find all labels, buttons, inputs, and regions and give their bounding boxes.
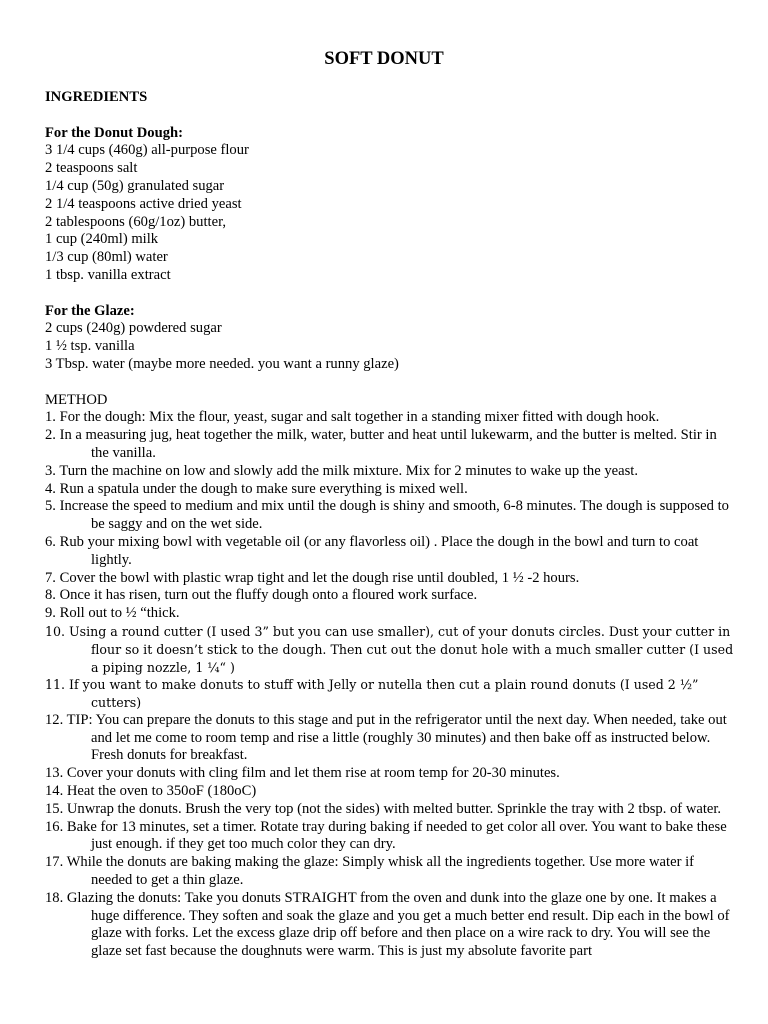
- ingredients-heading: INGREDIENTS: [45, 89, 148, 105]
- method-step: 16. Bake for 13 minutes, set a timer. Rotate tray during baking if needed to get color all over. You want to bake these just enough. if they get too much color they can dry.: [45, 818, 727, 853]
- method-step: 10. Using a round cutter (I used 3” but you can use smaller), cut of your donuts circles. Dust your cutter in flour so it doesn’t stick to the dough. Then cut out the donut hole with a much smaller cutter (I used a piping nozzle, 1 ¼“ ): [45, 623, 734, 675]
- ingredient-item: 2 tablespoons (60g/1oz) butter,: [45, 213, 226, 230]
- method-steps: [45, 409, 735, 961]
- ingredient-item: 2 teaspoons salt: [45, 160, 138, 177]
- recipe-content: [45, 89, 735, 961]
- ingredient-item: 2 cups (240g) powdered sugar: [45, 320, 222, 337]
- method-step: 14. Heat the oven to 350oF (180oC): [45, 783, 257, 800]
- spacer: [45, 107, 735, 125]
- ingredient-item: 3 1/4 cups (460g) all-purpose flour: [45, 142, 249, 159]
- method-step: 11. If you want to make donuts to stuff with Jelly or nutella then cut a plain round donuts (I used 2 ½” cutters): [45, 677, 699, 711]
- method-step: 7. Cover the bowl with plastic wrap tight and let the dough rise until doubled, 1 ½ -2 hours.: [45, 569, 580, 586]
- method-step: 5. Increase the speed to medium and mix until the dough is shiny and smooth, 6-8 minutes. The dough is supposed to be saggy and on the wet side.: [45, 498, 729, 533]
- spacer: [45, 285, 735, 303]
- glaze-ingredient-list: [45, 320, 735, 373]
- method-step: 2. In a measuring jug, heat together the milk, water, butter and heat until lukewarm, and the butter is melted. Stir in the vanilla.: [45, 427, 717, 461]
- ingredient-item: 2 1/4 teaspoons active dried yeast: [45, 195, 242, 212]
- method-step: 15. Unwrap the donuts. Brush the very top (not the sides) with melted butter. Sprinkle the tray with 2 tbsp. of water.: [45, 800, 722, 817]
- ingredient-item: 3 Tbsp. water (maybe more needed. you want a runny glaze): [45, 355, 399, 372]
- ingredient-item: 1 ½ tsp. vanilla: [45, 338, 135, 355]
- method-step: 18. Glazing the donuts: Take you donuts STRAIGHT from the oven and dunk into the glaze one by one. It makes a huge difference. They soften and soak the glaze and you get a much better end result. Dip each in the bowl of glaze with forks. Let the excess glaze drip off before and then place on a wire rack to dry. You will see the glaze set fast because the doughnuts were warm. This is just my absolute favorite part: [45, 889, 730, 960]
- method-step: 4. Run a spatula under the dough to make sure everything is mixed well.: [45, 480, 468, 497]
- method-step: 1. For the dough: Mix the flour, yeast, sugar and salt together in a standing mixer fitted with dough hook.: [45, 409, 660, 426]
- spacer: [45, 374, 735, 392]
- method-step: 6. Rub your mixing bowl with vegetable oil (or any flavorless oil) . Place the dough in the bowl and turn to coat lightly.: [45, 533, 699, 568]
- method-step: 12. TIP: You can prepare the donuts to this stage and put in the refrigerator until the next day. When needed, take out and let me come to room temp and rise a little (roughly 30 minutes) and then bake off as instructed below. Fresh donuts for breakfast.: [45, 711, 727, 764]
- method-step: 3. Turn the machine on low and slowly add the milk mixture. Mix for 2 minutes to wake up the yeast.: [45, 462, 638, 479]
- ingredient-item: 1/4 cup (50g) granulated sugar: [45, 177, 225, 194]
- method-step: 9. Roll out to ½ “thick.: [45, 605, 180, 622]
- method-step: 8. Once it has risen, turn out the fluffy dough onto a floured work surface.: [45, 587, 478, 604]
- glaze-heading: For the Glaze:: [45, 302, 135, 319]
- method-step: 17. While the donuts are baking making the glaze: Simply whisk all the ingredients together. Use more water if needed to get a thin glaze.: [45, 854, 694, 889]
- ingredient-item: 1/3 cup (80ml) water: [45, 249, 168, 266]
- ingredient-item: 1 cup (240ml) milk: [45, 231, 159, 248]
- dough-ingredient-list: [45, 142, 735, 284]
- method-heading: METHOD: [45, 391, 108, 408]
- dough-heading: For the Donut Dough:: [45, 124, 183, 141]
- method-step: 13. Cover your donuts with cling film and let them rise at room temp for 20-30 minutes.: [45, 765, 560, 782]
- ingredient-item: 1 tbsp. vanilla extract: [45, 266, 171, 283]
- recipe-title: SOFT DONUT: [324, 49, 444, 69]
